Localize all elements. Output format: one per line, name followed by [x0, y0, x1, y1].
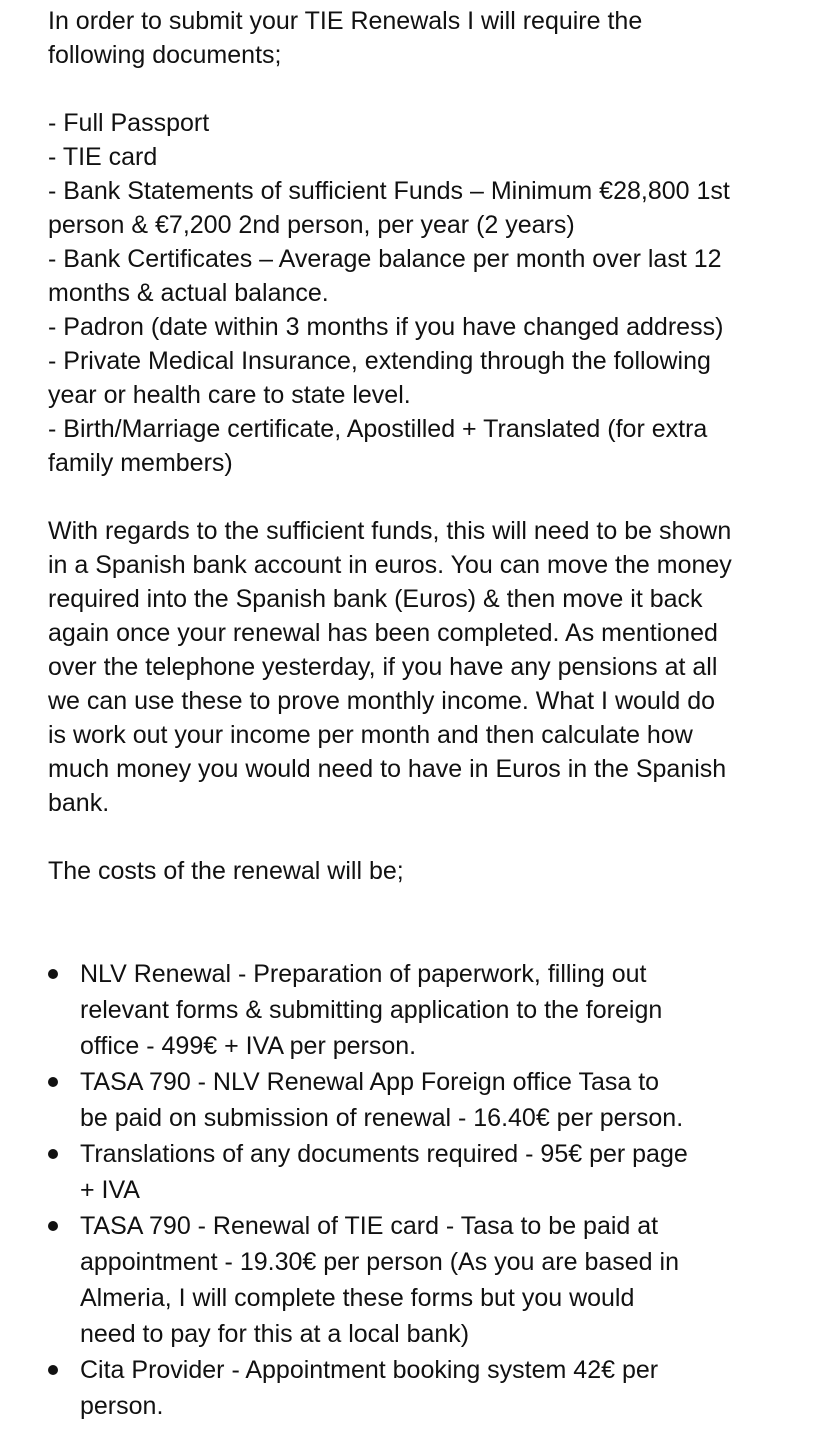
- text-line: person.: [80, 1392, 164, 1420]
- text-line: be paid on submission of renewal - 16.40€ per person.: [80, 1104, 684, 1132]
- intro-paragraph: [48, 4, 808, 72]
- spacer: [48, 820, 808, 854]
- email-body: [48, 4, 808, 1424]
- text-line: much money you would need to have in Euros in the Spanish: [48, 755, 727, 783]
- document-item-medical-insurance: [48, 344, 808, 412]
- text-line: NLV Renewal - Preparation of paperwork, filling out: [80, 960, 647, 988]
- text-line: - Bank Certificates – Average balance per month over last 12: [48, 245, 722, 273]
- cost-item-nlv-renewal: [0, 956, 808, 1064]
- text-line: following documents;: [48, 41, 282, 69]
- text-line: Cita Provider - Appointment booking system 42€ per: [80, 1356, 659, 1384]
- bullet-icon: [48, 1221, 58, 1231]
- costs-heading: The costs of the renewal will be;: [48, 857, 404, 885]
- bullet-icon: [48, 1149, 58, 1159]
- text-line: over the telephone yesterday, if you have any pensions at all: [48, 653, 718, 681]
- text-line: TASA 790 - Renewal of TIE card - Tasa to be paid at: [80, 1212, 659, 1240]
- bullet-icon: [48, 1365, 58, 1375]
- cost-item-translations: [0, 1136, 808, 1208]
- text-line: is work out your income per month and then calculate how: [48, 721, 693, 749]
- text-line: we can use these to prove monthly income. What I would do: [48, 687, 716, 715]
- text-line: With regards to the sufficient funds, this will need to be shown: [48, 517, 732, 545]
- text-line: - Padron (date within 3 months if you have changed address): [48, 313, 724, 341]
- text-line: again once your renewal has been completed. As mentioned: [48, 619, 718, 647]
- bullet-icon: [48, 969, 58, 979]
- documents-list: [48, 106, 808, 480]
- text-line: in a Spanish bank account in euros. You can move the money: [48, 551, 732, 579]
- bullet-icon: [48, 1077, 58, 1087]
- text-line: months & actual balance.: [48, 279, 329, 307]
- spacer: [48, 72, 808, 106]
- document-item-bank-statements: [48, 174, 808, 242]
- document-item-birth-marriage-certificate: [48, 412, 808, 480]
- text-line: In order to submit your TIE Renewals I will require the: [48, 7, 643, 35]
- text-line: - Birth/Marriage certificate, Apostilled + Translated (for extra: [48, 415, 708, 443]
- text-line: relevant forms & submitting application to the foreign: [80, 996, 663, 1024]
- costs-list: [0, 956, 808, 1424]
- funds-paragraph: [48, 514, 808, 820]
- text-line: + IVA: [80, 1176, 140, 1204]
- spacer: [48, 888, 808, 956]
- cost-item-tasa-790-tie: [0, 1208, 808, 1352]
- text-line: - Bank Statements of sufficient Funds – Minimum €28,800 1st: [48, 177, 730, 205]
- document-item-passport: [48, 106, 808, 140]
- text-line: bank.: [48, 789, 110, 817]
- document-item-padron: [48, 310, 808, 344]
- document-item-bank-certificates: [48, 242, 808, 310]
- cost-item-tasa-790-nlv: [0, 1064, 808, 1136]
- text-line: person & €7,200 2nd person, per year (2 years): [48, 211, 575, 239]
- text-line: appointment - 19.30€ per person (As you are based in: [80, 1248, 679, 1276]
- text-line: - Full Passport: [48, 109, 210, 137]
- text-line: TASA 790 - NLV Renewal App Foreign office Tasa to: [80, 1068, 660, 1096]
- document-item-tie-card: [48, 140, 808, 174]
- text-line: year or health care to state level.: [48, 381, 411, 409]
- spacer: [48, 480, 808, 514]
- text-line: Translations of any documents required - 95€ per page: [80, 1140, 688, 1168]
- text-line: family members): [48, 449, 233, 477]
- text-line: need to pay for this at a local bank): [80, 1320, 470, 1348]
- text-line: - Private Medical Insurance, extending through the following: [48, 347, 711, 375]
- cost-item-cita-provider: [0, 1352, 808, 1424]
- text-line: Almeria, I will complete these forms but you would: [80, 1284, 635, 1312]
- text-line: required into the Spanish bank (Euros) & then move it back: [48, 585, 703, 613]
- text-line: office - 499€ + IVA per person.: [80, 1032, 417, 1060]
- text-line: - TIE card: [48, 143, 158, 171]
